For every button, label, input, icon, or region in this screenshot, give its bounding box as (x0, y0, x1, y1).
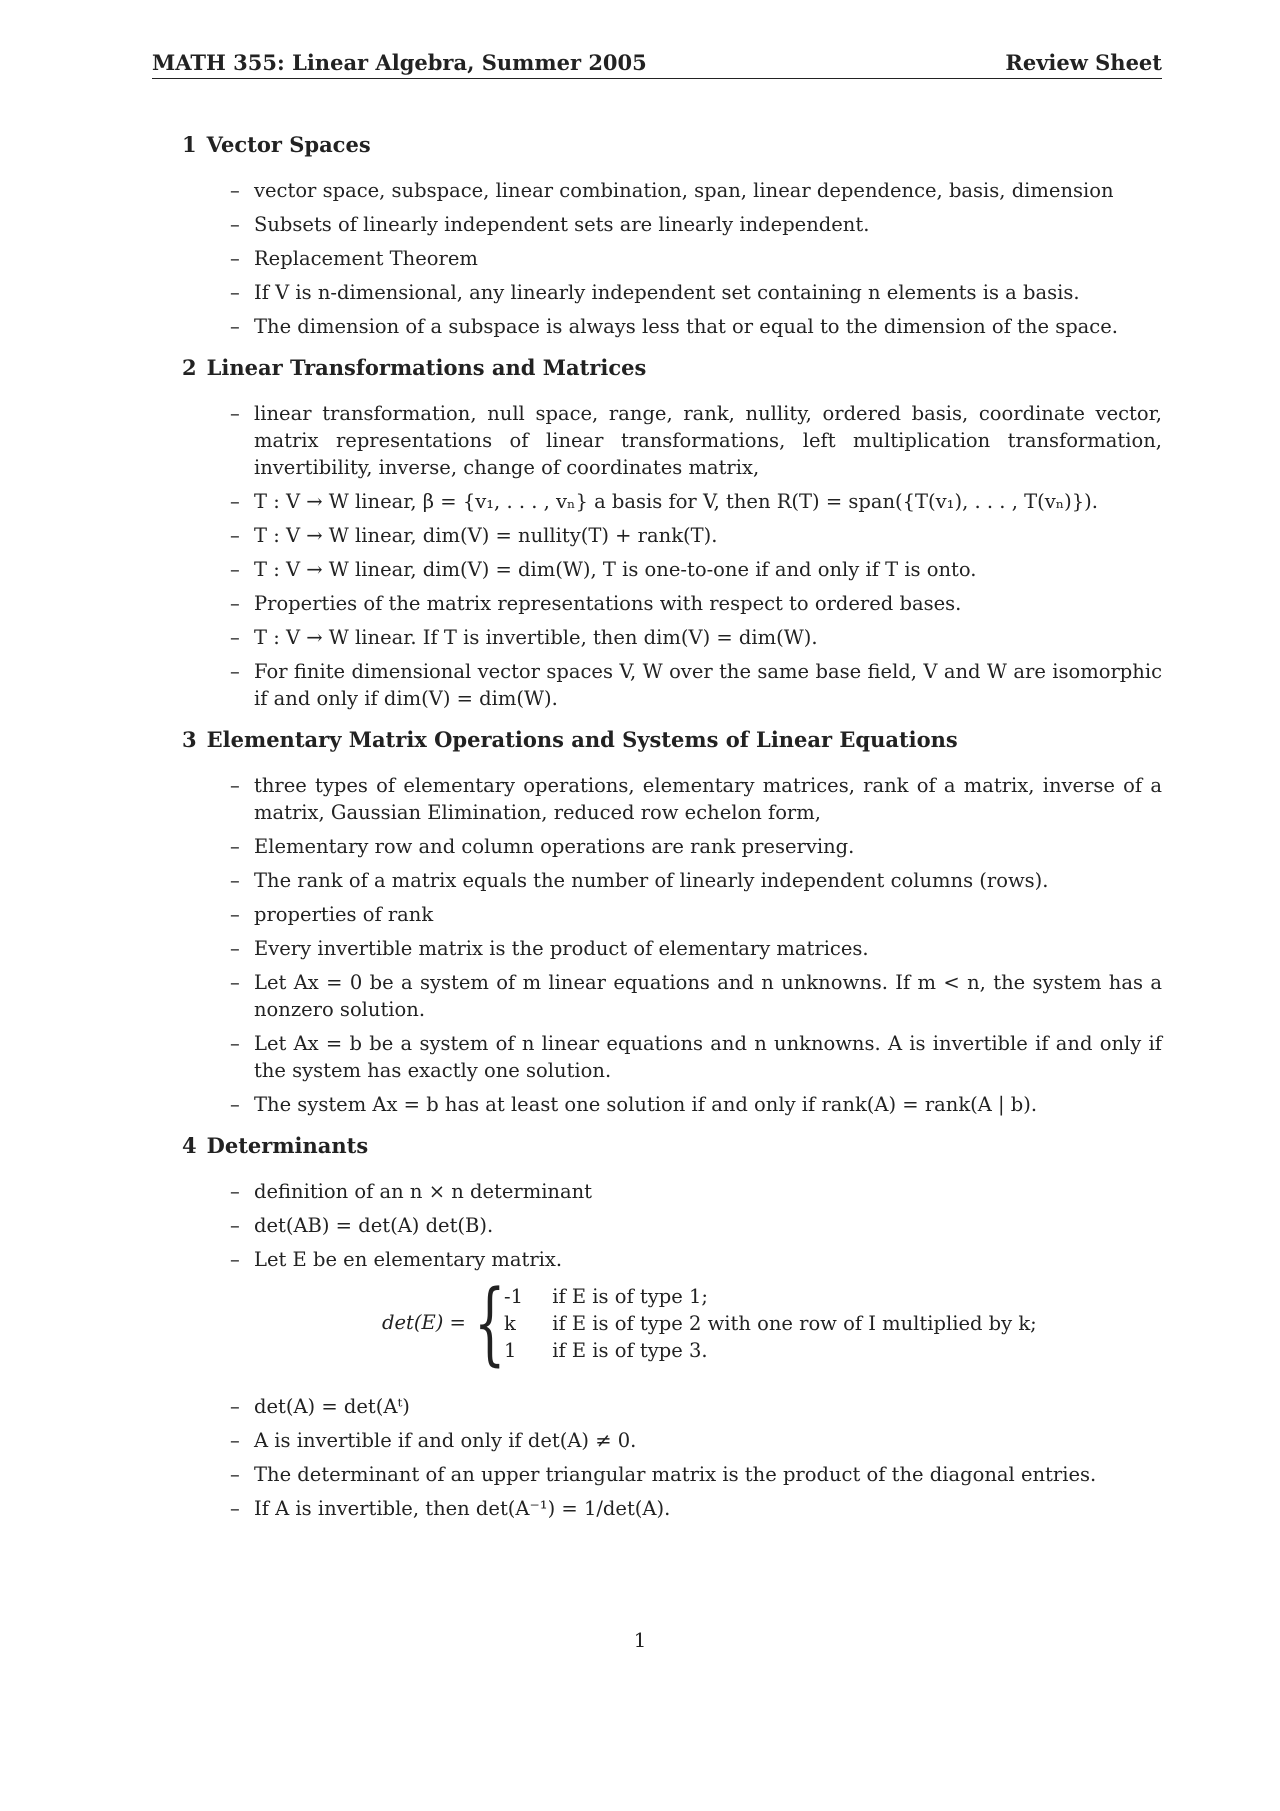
case-value: -1 (504, 1285, 523, 1308)
list-item: – The system Ax = b has at least one solution if and only if rank(A) = rank(A | b). (230, 1091, 1162, 1118)
case-row (504, 1310, 1037, 1337)
case-value: k (504, 1312, 516, 1335)
list-item: – linear transformation, null space, range, rank, nullity, ordered basis, coordinate vector, matrix representations of linear transformations, left multiplication transformation, invertibility, inverse, change of coordinates matrix, (230, 400, 1162, 481)
sheet-title: Review Sheet (1005, 50, 1162, 75)
section-title: Determinants (206, 1133, 369, 1158)
formula-lhs (382, 1311, 466, 1334)
section-list-determinants-before (182, 1178, 1162, 1273)
case-condition: if E is of type 1; (552, 1285, 708, 1308)
list-item: – definition of an n × n determinant (230, 1178, 1162, 1205)
list-item: – For finite dimensional vector spaces V, W over the same base field, V and W are isomorphic if and only if dim(V) = dim(W). (230, 658, 1162, 712)
list-item: – Properties of the matrix representations with respect to ordered bases. (230, 590, 1162, 617)
list-item: – properties of rank (230, 901, 1162, 928)
course-title: MATH 355: Linear Algebra, Summer 2005 (152, 50, 647, 75)
left-brace-icon: { (474, 1271, 506, 1376)
list-item: – If V is n-dimensional, any linearly independent set containing n elements is a basis. (230, 279, 1162, 306)
list-item: – T : V → W linear, dim(V) = nullity(T) + rank(T). (230, 522, 1162, 549)
list-item: – T : V → W linear, β = {v₁, . . . , vₙ} a basis for V, then R(T) = span({T(v₁), . . . , T(vₙ)}). (230, 488, 1162, 515)
list-item: – det(AB) = det(A) det(B). (230, 1212, 1162, 1239)
section-number: 1 (182, 132, 197, 157)
list-item: – vector space, subspace, linear combination, span, linear dependence, basis, dimension (230, 177, 1162, 204)
formula-equals: = (449, 1311, 466, 1334)
list-item: – T : V → W linear, dim(V) = dim(W), T is one-to-one if and only if T is onto. (230, 556, 1162, 583)
section-list-linear-transformations (182, 400, 1162, 712)
formula-lhs-text: det(E) (382, 1311, 444, 1334)
case-row (504, 1283, 1037, 1310)
section-number: 4 (182, 1133, 197, 1158)
section-heading-elementary-operations (182, 725, 1162, 755)
list-item: – If A is invertible, then det(A⁻¹) = 1/det(A). (230, 1495, 1162, 1522)
section-heading-vector-spaces (182, 130, 1162, 160)
section-number: 3 (182, 727, 197, 752)
case-row (504, 1337, 1037, 1364)
list-item: – Elementary row and column operations are rank preserving. (230, 833, 1162, 860)
case-value: 1 (504, 1339, 517, 1362)
section-list-determinants-after (182, 1393, 1162, 1522)
page-number: 1 (633, 1628, 647, 1652)
section-title: Vector Spaces (206, 132, 371, 157)
list-item: – Replacement Theorem (230, 245, 1162, 272)
list-item: – Let E be en elementary matrix. (230, 1246, 1162, 1273)
list-item: – The rank of a matrix equals the number of linearly independent columns (rows). (230, 867, 1162, 894)
section-heading-determinants (182, 1131, 1162, 1161)
review-content (182, 130, 1162, 1535)
list-item: – Let Ax = b be a system of n linear equations and n unknowns. A is invertible if and only if the system has exactly one solution. (230, 1030, 1162, 1084)
list-item: – A is invertible if and only if det(A) ≠ 0. (230, 1427, 1162, 1454)
section-title: Linear Transformations and Matrices (206, 355, 647, 380)
list-item: – Every invertible matrix is the product of elementary matrices. (230, 935, 1162, 962)
list-item: – Let Ax = 0 be a system of m linear equations and n unknowns. If m < n, the system has a nonzero solution. (230, 969, 1162, 1023)
section-number: 2 (182, 355, 197, 380)
formula-cases (504, 1283, 1037, 1364)
page-header (152, 48, 1162, 79)
section-heading-linear-transformations (182, 353, 1162, 383)
list-item: – The dimension of a subspace is always less that or equal to the dimension of the space. (230, 313, 1162, 340)
case-condition: if E is of type 3. (552, 1339, 708, 1362)
determinant-cases-formula (182, 1271, 1162, 1376)
section-list-elementary-operations (182, 772, 1162, 1118)
list-item: – det(A) = det(Aᵗ) (230, 1393, 1162, 1420)
case-condition: if E is of type 2 with one row of I multiplied by k; (552, 1312, 1037, 1335)
section-title: Elementary Matrix Operations and Systems of Linear Equations (206, 727, 958, 752)
list-item: – three types of elementary operations, elementary matrices, rank of a matrix, inverse of a matrix, Gaussian Elimination, reduced row echelon form, (230, 772, 1162, 826)
list-item: – Subsets of linearly independent sets are linearly independent. (230, 211, 1162, 238)
section-list-vector-spaces (182, 177, 1162, 340)
list-item: – T : V → W linear. If T is invertible, then dim(V) = dim(W). (230, 624, 1162, 651)
list-item: – The determinant of an upper triangular matrix is the product of the diagonal entries. (230, 1461, 1162, 1488)
